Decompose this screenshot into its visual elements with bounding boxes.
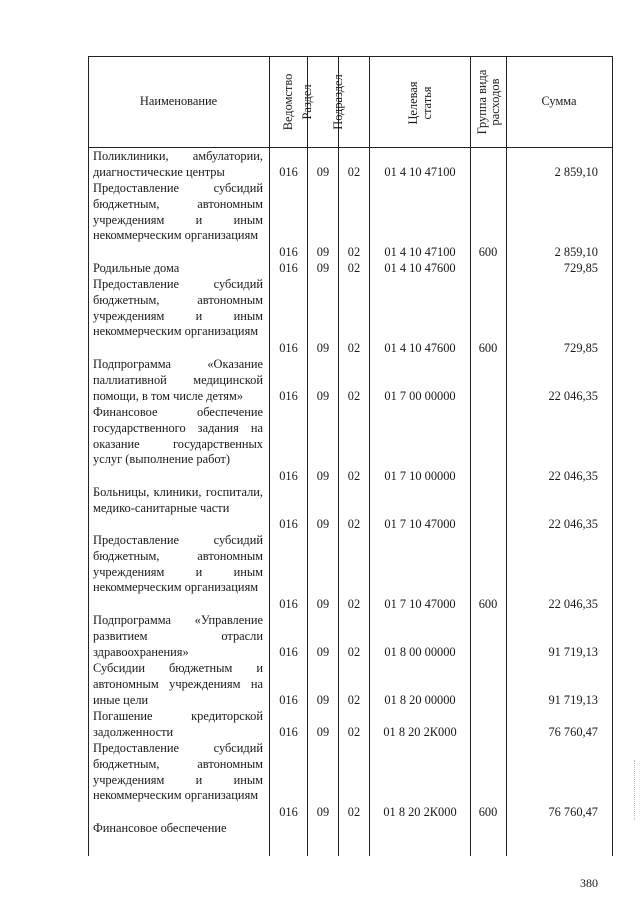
cell-section: 09 [316, 597, 330, 611]
cell-sum: 22 046,35 [548, 389, 598, 403]
cell-sum: 2 859,10 [554, 245, 598, 259]
cell-dept: 016 [279, 341, 298, 355]
cell-subsection: 02 [347, 725, 361, 739]
cell-section: 09 [316, 645, 330, 659]
header-dept: Ведомство [281, 73, 295, 131]
scan-edge-mark [634, 760, 636, 820]
cell-target: 01 7 00 00000 [384, 389, 456, 403]
row-name: Родильные дома [93, 261, 180, 275]
cell-section: 09 [316, 469, 330, 483]
cell-sum: 91 719,13 [548, 645, 598, 659]
header-subsection: Подраздел [331, 74, 345, 130]
cell-dept: 016 [279, 261, 298, 275]
cell-target: 01 8 20 00000 [384, 693, 456, 707]
col-border [470, 56, 471, 856]
cell-subsection: 02 [347, 517, 361, 531]
cell-target: 01 7 10 00000 [384, 469, 456, 483]
cell-section: 09 [316, 693, 330, 707]
cell-section: 09 [316, 245, 330, 259]
row-name: Больницы, клиники, госпитали, медико-санитарные части [93, 485, 263, 515]
header-section: Раздел [300, 84, 314, 120]
cell-sum: 22 046,35 [548, 517, 598, 531]
row-name: Предоставление субсидий бюджетным, автономным учреждениям и иным некоммерческим организациям [93, 181, 263, 243]
page-number: 380 [580, 876, 598, 890]
cell-target: 01 4 10 47600 [384, 261, 456, 275]
header-target: Целевая статья [406, 81, 434, 125]
cell-section: 09 [316, 725, 330, 739]
header-bottom-border [88, 147, 613, 148]
row-name: Поликлиники, амбулатории, диагностические центры [93, 149, 263, 179]
cell-section: 09 [316, 517, 330, 531]
cell-subsection: 02 [347, 389, 361, 403]
cell-target: 01 8 20 2К000 [383, 725, 457, 739]
cell-target: 01 4 10 47100 [384, 245, 456, 259]
row-name: Финансовое обеспечение [93, 821, 227, 835]
cell-sum: 76 760,47 [548, 805, 598, 819]
cell-sum: 22 046,35 [548, 597, 598, 611]
cell-subsection: 02 [347, 165, 361, 179]
cell-subsection: 02 [347, 693, 361, 707]
cell-dept: 016 [279, 469, 298, 483]
row-name: Подпрограмма «Управление развитием отрасли здравоохранения» [93, 613, 263, 659]
cell-sum: 729,85 [563, 261, 598, 275]
cell-dept: 016 [279, 165, 298, 179]
cell-section: 09 [316, 805, 330, 819]
cell-dept: 016 [279, 725, 298, 739]
cell-group: 600 [478, 597, 498, 611]
cell-section: 09 [316, 341, 330, 355]
col-border [369, 56, 370, 856]
cell-dept: 016 [279, 645, 298, 659]
col-border [307, 56, 308, 856]
cell-group: 600 [478, 245, 498, 259]
cell-subsection: 02 [347, 645, 361, 659]
cell-subsection: 02 [347, 805, 361, 819]
row-name: Предоставление субсидий бюджетным, автономным учреждениям и иным некоммерческим организациям [93, 533, 263, 595]
cell-dept: 016 [279, 597, 298, 611]
cell-subsection: 02 [347, 341, 361, 355]
row-name: Погашение кредиторской задолженности [93, 709, 263, 739]
header-sum: Сумма [541, 94, 577, 108]
table-top-border [88, 56, 613, 57]
row-name: Финансовое обеспечение государственного задания на оказание государственных услуг (выполнение работ) [93, 405, 263, 467]
cell-sum: 2 859,10 [554, 165, 598, 179]
row-name: Предоставление субсидий бюджетным, автономным учреждениям и иным некоммерческим организациям [93, 741, 263, 803]
cell-section: 09 [316, 261, 330, 275]
col-border [269, 56, 270, 856]
header-group: Группа вида расходов [475, 69, 502, 135]
header-name: Наименование [139, 94, 218, 108]
cell-target: 01 7 10 47000 [384, 597, 456, 611]
row-name: Подпрограмма «Оказание паллиативной медицинской помощи, в том числе детям» [93, 357, 263, 403]
row-name: Субсидии бюджетным и автономным учреждениям на иные цели [93, 661, 263, 707]
col-border [612, 56, 613, 856]
cell-target: 01 8 00 00000 [384, 645, 456, 659]
cell-sum: 76 760,47 [548, 725, 598, 739]
cell-section: 09 [316, 389, 330, 403]
cell-target: 01 7 10 47000 [384, 517, 456, 531]
cell-dept: 016 [279, 517, 298, 531]
cell-subsection: 02 [347, 261, 361, 275]
cell-dept: 016 [279, 245, 298, 259]
cell-subsection: 02 [347, 597, 361, 611]
cell-subsection: 02 [347, 245, 361, 259]
cell-target: 01 4 10 47600 [384, 341, 456, 355]
cell-target: 01 8 20 2К000 [383, 805, 457, 819]
col-border [88, 56, 89, 856]
cell-section: 09 [316, 165, 330, 179]
cell-dept: 016 [279, 389, 298, 403]
cell-subsection: 02 [347, 469, 361, 483]
cell-group: 600 [478, 341, 498, 355]
row-name: Предоставление субсидий бюджетным, автономным учреждениям и иным некоммерческим организациям [93, 277, 263, 339]
cell-group: 600 [478, 805, 498, 819]
col-border [338, 56, 339, 856]
cell-sum: 729,85 [563, 341, 598, 355]
cell-dept: 016 [279, 805, 298, 819]
budget-table [88, 56, 613, 856]
cell-dept: 016 [279, 693, 298, 707]
cell-sum: 91 719,13 [548, 693, 598, 707]
cell-sum: 22 046,35 [548, 469, 598, 483]
cell-target: 01 4 10 47100 [384, 165, 456, 179]
